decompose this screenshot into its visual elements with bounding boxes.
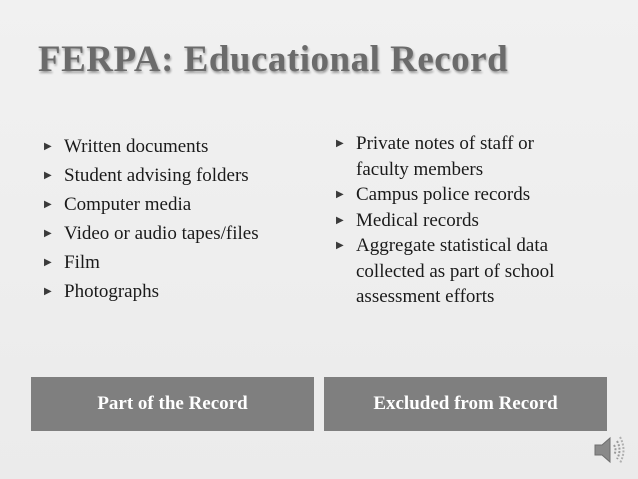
speaker-audio-icon[interactable] (592, 433, 626, 467)
excluded-from-record-text: Excluded from Record (373, 393, 558, 414)
list-item (38, 190, 318, 219)
part-of-record-text: Part of the Record (97, 393, 248, 414)
part-of-record-label (31, 377, 314, 431)
list-item-label: Film (64, 252, 100, 273)
list-item (330, 131, 620, 182)
list-item-line: assessment efforts (356, 286, 495, 307)
bullet-icon: ▶ (44, 170, 52, 181)
bullet-icon: ▶ (336, 240, 344, 251)
excluded-items-list (330, 131, 620, 310)
list-item-line: Aggregate statistical data (356, 235, 549, 256)
list-item (330, 182, 620, 208)
slide-title: FERPA: Educational Record (38, 39, 509, 80)
list-item-label: Computer media (64, 194, 192, 215)
excluded-from-record-label (324, 377, 607, 431)
list-item (38, 277, 318, 306)
list-item-label: Photographs (64, 281, 159, 302)
list-item-line: Medical records (356, 209, 479, 231)
list-item-line: collected as part of school (356, 260, 555, 282)
list-item-line: Campus police records (356, 184, 531, 205)
list-item (38, 132, 318, 161)
speaker-icon-graphic (592, 433, 626, 467)
bullet-icon: ▶ (336, 189, 344, 200)
list-item (330, 233, 620, 310)
list-item (38, 161, 318, 190)
list-item-label: Written documents (64, 136, 209, 157)
bullet-icon: ▶ (44, 228, 52, 239)
bullet-icon: ▶ (44, 286, 52, 297)
bullet-icon: ▶ (336, 214, 344, 226)
bullet-icon: ▶ (44, 141, 52, 152)
bullet-icon: ▶ (44, 199, 52, 210)
bullet-icon: ▶ (44, 257, 52, 268)
list-item-label: Student advising folders (64, 165, 249, 186)
list-item (330, 208, 620, 234)
list-item (38, 219, 318, 248)
list-item (38, 248, 318, 277)
list-item-label: Video or audio tapes/files (64, 223, 259, 244)
included-items-list (38, 132, 318, 306)
list-item-line: Private notes of staff or (356, 133, 534, 154)
list-item-line: faculty members (356, 158, 484, 180)
bullet-icon: ▶ (336, 138, 344, 149)
